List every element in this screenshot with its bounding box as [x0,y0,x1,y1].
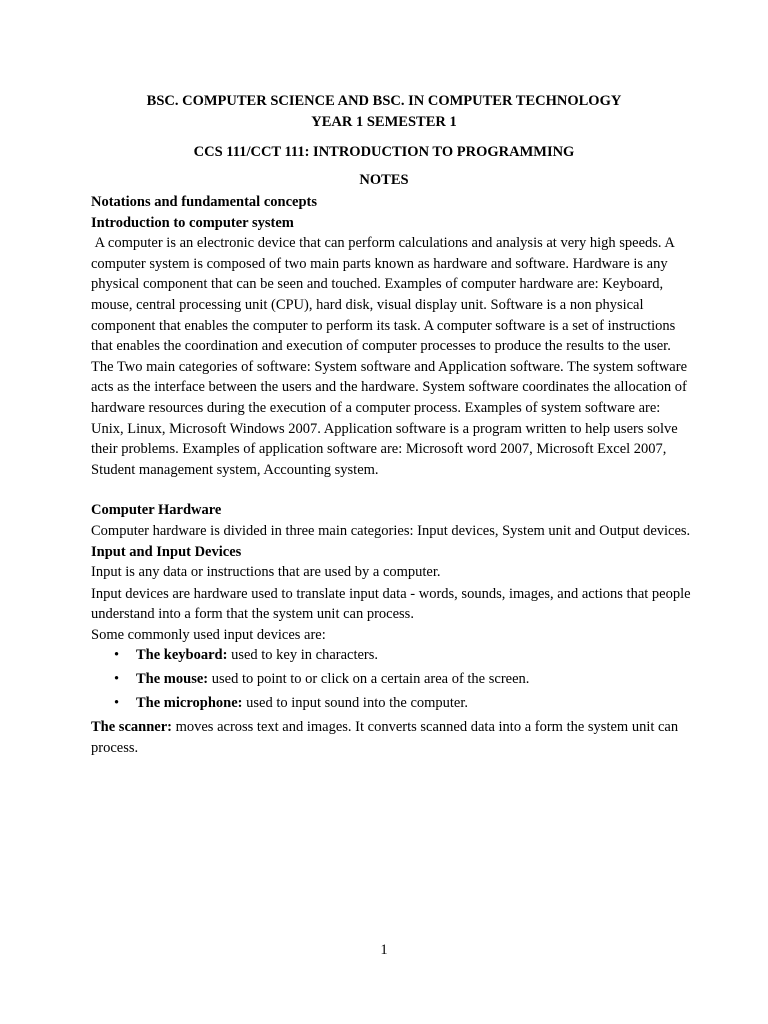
list-item-text: used to point to or click on a certain area of the screen. [208,671,530,688]
page-number: 1 [380,942,388,958]
notes-title: NOTES [359,172,409,188]
year-semester: YEAR 1 SEMESTER 1 [311,114,457,130]
scanner-text: moves across text and images. It converts scanned data into a form the system unit can process. [91,719,682,756]
document-body [91,192,691,758]
input-devices-list [91,645,691,713]
hardware-heading: Computer Hardware [91,502,222,519]
bullet-icon: • [114,671,120,688]
common-devices-intro: Some commonly used input devices are: [91,626,326,643]
list-item [91,645,691,666]
list-item-term: The mouse: [136,671,209,688]
list-item-text: used to input sound into the computer. [242,695,469,712]
list-item-text: used to key in characters. [227,647,379,664]
list-item-term: The keyboard: [136,647,228,664]
bullet-icon: • [114,695,120,712]
scanner-term: The scanner: [91,719,172,736]
input-definition: Input is any data or instructions that are used by a computer. [91,564,441,581]
input-heading: Input and Input Devices [91,543,242,560]
program-title: BSC. COMPUTER SCIENCE AND BSC. IN COMPUTER TECHNOLOGY [146,93,622,109]
intro-paragraph: A computer is an electronic device that can perform calculations and analysis at very high speeds. A computer system is composed of two main parts known as hardware and software. Hardware is any physical component that can be seen and touched. Examples of computer hardware are: Keyboard, mouse, central processing unit (CPU), hard disk, visual display unit. Software is a non physical component that enables the computer to perform its task. A computer software is a set of instructions that enables the coordination and execution of computer processes to produce the results to the user. The Two main categories of software: System software and Application software. The system software acts as the interface between the users and the hardware. System software coordinates the allocation of hardware resources during the execution of a computer process. Examples of system software are: Unix, Linux, Microsoft Windows 2007. Application software is a program written to help users solve their problems. Examples of application software are: Microsoft word 2007, Microsoft Excel 2007, Student management system, Accounting system. [91,235,691,478]
input-devices-paragraph: Input devices are hardware used to translate input data - words, sounds, images, and actions that people understand into a form that the system unit can process. [91,585,691,623]
intro-heading: Introduction to computer system [91,214,294,231]
scanner-paragraph [91,717,691,758]
list-item [91,693,691,714]
list-item-term: The microphone: [136,695,243,712]
bullet-icon: • [114,647,120,664]
notations-heading: Notations and fundamental concepts [91,194,317,210]
course-title: CCS 111/CCT 111: INTRODUCTION TO PROGRAMMING [193,144,575,160]
hardware-paragraph: Computer hardware is divided in three main categories: Input devices, System unit and Output devices. [91,522,691,539]
list-item [91,669,691,690]
